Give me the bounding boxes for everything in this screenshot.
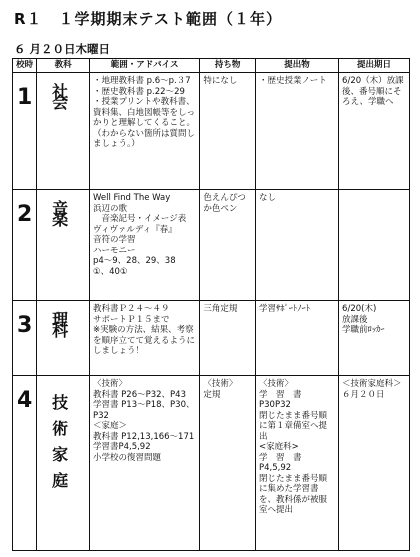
range-text: Well Find The Way 浜辺の歌 音楽記号・イメージ表 ヴィヴァルディ『春』 音符の学習 ハーモニー p4〜9、28、29、38 ①、40① — [92, 193, 187, 277]
due-cell — [339, 190, 410, 301]
header-subject: 教科 — [37, 59, 90, 73]
period-number: 2 — [13, 190, 37, 301]
test-range-table — [12, 58, 410, 551]
subject-name: 理 科 — [37, 301, 90, 376]
range-cell — [89, 190, 199, 301]
page-title: R１ １学期期末テスト範囲（１年） — [14, 10, 282, 28]
header-due: 提出期日 — [339, 59, 410, 73]
subject-name — [37, 376, 90, 551]
due-text: 6/20(木) 放課後 学職前ﾛｯｶｰ — [342, 304, 385, 335]
header-period: 校時 — [13, 59, 37, 73]
bring-cell — [200, 301, 256, 376]
submit-text: 学習ｻﾎﾟｰﾄﾉｰﾄ — [259, 304, 311, 314]
bring-text: 特になし — [203, 76, 238, 86]
subject-name: 音 楽 — [37, 190, 90, 301]
header-bring: 持ち物 — [200, 59, 256, 73]
bring-cell — [200, 376, 256, 551]
due-cell — [339, 301, 410, 376]
submit-cell — [256, 73, 339, 190]
range-text: 〈技術〉 教科書 P26〜P32、P43 学習書 P13〜P18、P30、P32 ＜家庭＞ 教科書 P12,13,166〜171 学習書P4,5,92 小学校の復習問題 — [92, 379, 195, 463]
bring-cell — [200, 73, 256, 190]
due-cell — [339, 73, 410, 190]
subject-name-technology: 技 術 — [52, 393, 75, 438]
table-row — [13, 73, 410, 190]
submit-cell — [256, 190, 339, 301]
date-line: ６ 月２０日木曜日 — [14, 42, 111, 56]
submit-text: 〈技術〉 学 習 書 P30P32 閉じたまま番号順に第１章備室へ提出 <家庭科> 学 習 書 P4,5,92 閉じたまま番号順に集めた学習書を、教科係が被服室へ提出 — [259, 379, 328, 515]
subject-name-home-economics: 家 庭 — [52, 445, 75, 490]
due-text: 6/20（木）放課後、番号順にそろえ、学職へ — [342, 76, 404, 107]
bring-text: 三角定規 — [203, 304, 238, 314]
range-cell — [89, 73, 199, 190]
submit-text: ・歴史授業ノート — [259, 76, 327, 86]
table-row — [13, 190, 410, 301]
due-text — [339, 190, 409, 196]
header-submit: 提出物 — [256, 59, 339, 73]
period-number: 1 — [13, 73, 37, 190]
bring-text: 〈技術〉 定規 — [203, 379, 238, 400]
table-row — [13, 301, 410, 376]
range-cell — [89, 301, 199, 376]
subject-name: 社 会 — [37, 73, 90, 190]
due-text: ＜技術家庭科＞ ６月２０日 — [342, 379, 402, 400]
bring-cell — [200, 190, 256, 301]
range-cell — [89, 376, 199, 551]
table-row — [13, 376, 410, 551]
range-text: ・地理教科書 p.6〜p.３7 ・歴史教科書 p.22〜29 ・授業プリントや教科書、資料集、白地図帳等をしっかりと理解してくること。（わからない箇所は質問しましょう。） — [92, 76, 195, 149]
range-text: 教科書Ｐ２４〜４９ サポートＰ１５まで ※実験の方法、結果、考察を順序立てて覚えるようにしましょう！ — [92, 304, 195, 356]
header-row — [13, 59, 410, 73]
period-number: 4 — [13, 376, 37, 551]
submit-cell — [256, 376, 339, 551]
period-number: 3 — [13, 301, 37, 376]
header-range: 範囲・アドバイス — [89, 59, 199, 73]
submit-cell — [256, 301, 339, 376]
submit-text: なし — [259, 193, 277, 203]
due-cell — [339, 376, 410, 551]
bring-text: 色えんぴつか色ペン — [203, 193, 246, 214]
